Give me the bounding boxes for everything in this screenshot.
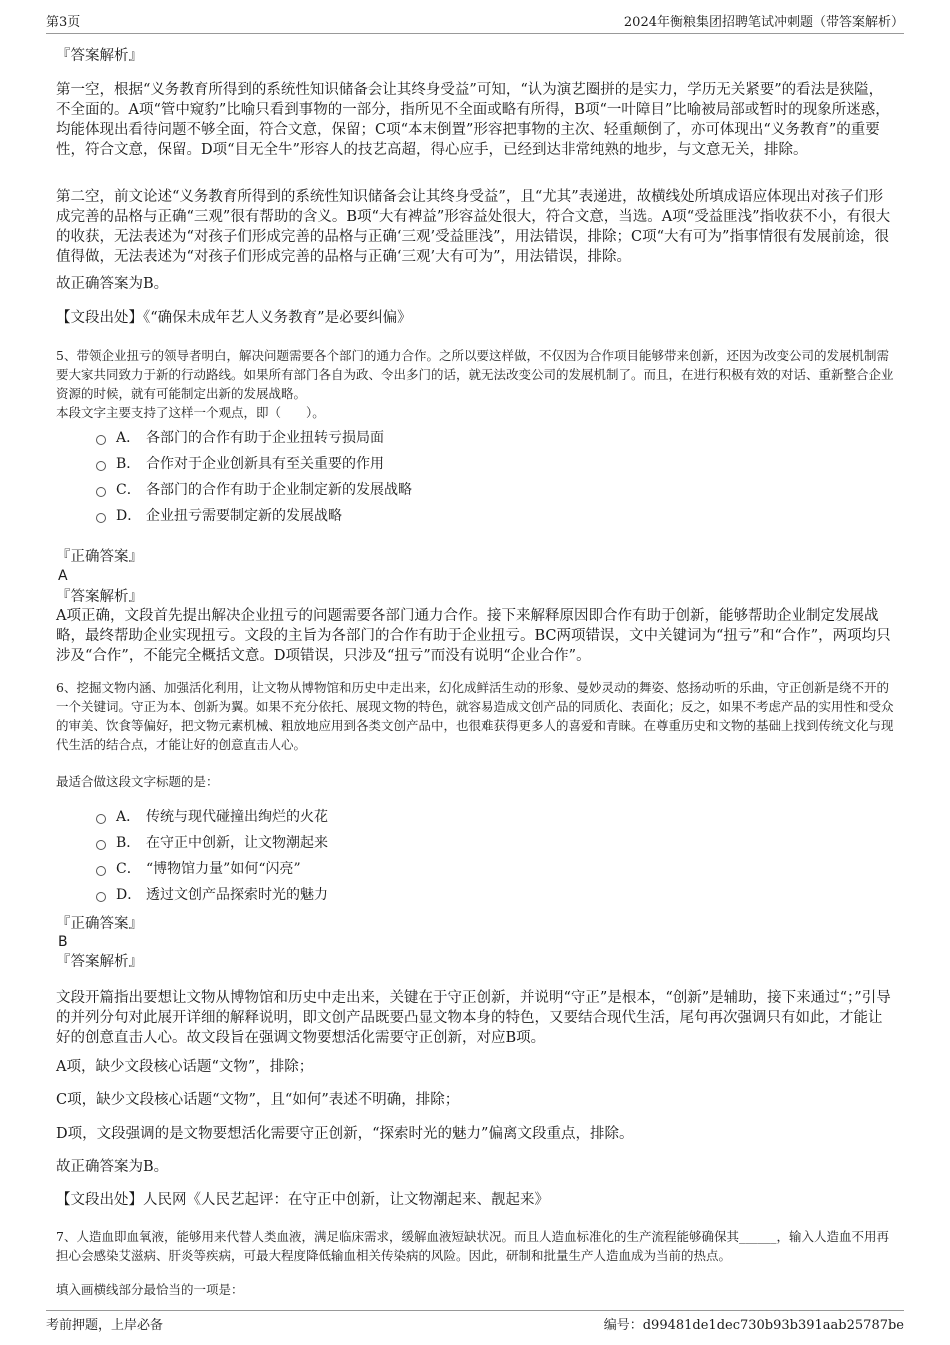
option-text: 在守正中创新，让文物潮起来 [146,835,328,851]
option-letter: A． [116,430,141,446]
q6-analysis-d: D项，文段强调的是文物要想活化需要守正创新，“探索时光的魅力”偏离文段重点，排除。 [56,1126,634,1142]
q6-analysis-label: 『答案解析』 [56,954,143,970]
radio-icon[interactable] [96,814,106,824]
option-letter: B． [116,835,141,851]
q6-source: 【文段出处】人民网《人民艺起评：在守正中创新，让文物潮起来、靓起来》 [56,1192,549,1208]
option-letter: D． [116,508,142,524]
radio-icon[interactable] [96,461,106,471]
option-letter: C． [116,482,141,498]
q4-conclusion: 故正确答案为B。 [56,276,169,292]
q6-analysis: 文段开篇指出要想让文物从博物馆和历史中走出来，关键在于守正创新，并说明“守正”是根本，“创新”是辅助，接下来通过“；”引导的并列分句对此展开详细的解释说明，即文创产品既要凸显文物本身的特色，又要结合现代生活，尾句再次强调只有如此，才能让好的创意直击人心。故文段旨在强调文物要想活化需要守正创新，对应B项。 [56,990,891,1046]
option-letter: A． [116,809,141,825]
option-text: 企业扭亏需要制定新的发展战略 [146,508,342,524]
page-number: 第3页 [46,15,81,30]
page-header [46,8,904,34]
radio-icon[interactable] [96,892,106,902]
q5-option-b[interactable] [96,454,384,474]
option-text: “博物馆力量”如何“闪亮” [146,861,301,877]
footer-slogan: 考前押题，上岸必备 [46,1317,164,1333]
q4-analysis-para2: 第二空，前文论述“义务教育所得到的系统性知识储备会让其终身受益”，且“尤其”表递进，故横线处所填成语应体现出对孩子们形成完善的品格与正确“三观”很有帮助的含义。B项“大有裨益”形容益处很大，符合文意，当选。A项“受益匪浅”指收获不小，有很大的收获，无法表述为“对孩子们形成完善的品格与正确‘三观’受益匪浅”，用法错误，排除；C项“大有可为”指事情很有发展前途，很值得做，无法表述为“对孩子们形成完善的品格与正确‘三观’大有可为”，用法错误，排除。 [56,189,891,265]
document-id: 编号：d99481de1dec730b93b391aab25787be [603,1317,904,1333]
radio-icon[interactable] [96,435,106,445]
q5-answer: A [58,568,68,584]
radio-icon[interactable] [96,840,106,850]
option-text: 合作对于企业创新具有至关重要的作用 [146,456,384,472]
q4-analysis-para1: 第一空，根据“义务教育所得到的系统性知识储备会让其终身受益”可知，“认为演艺圈拼的是实力，学历无关紧要”的看法是狭隘，不全面的。A项“管中窥豹”比喻只看到事物的一部分，指所见不全面或略有所得，B项“一叶障目”比喻被局部或暂时的现象所迷惑，均能体现出看待问题不够全面，符合文意，保留；C项“本末倒置”形容把事物的主次、轻重颠倒了，亦可体现出“义务教育”的重要性，符合文意，保留。D项“目无全牛”形容人的技艺高超，得心应手，已经到达非常纯熟的地步，与文意无关，排除。 [56,82,890,158]
q6-option-b[interactable] [96,833,328,853]
q5-prompt: 本段文字主要支持了这样一个观点，即（ ）。 [56,405,325,420]
document-title: 2024年衡粮集团招聘笔试冲刺题（带答案解析） [623,15,904,30]
q5-stem: 5、带领企业扭亏的领导者明白，解决问题需要各个部门的通力合作。之所以要这样做，不仅因为合作项目能够带来创新，还因为改变公司的发展机制需要大家共同致力于新的行动路线。如果所有部门各自为政、令出多门的话，就无法改变公司的发展机制了。而且，在进行积极有效的对话、重新整合企业资源的时候，就有可能制定出新的发展战略。 [56,348,894,401]
option-letter: B． [116,456,141,472]
option-text: 各部门的合作有助于企业制定新的发展战略 [146,482,412,498]
q6-prompt: 最适合做这段文字标题的是： [56,774,219,789]
q6-option-a[interactable] [96,807,328,827]
q5-analysis-label: 『答案解析』 [56,589,143,605]
option-text: 透过文创产品探索时光的魅力 [146,887,328,903]
q6-conclusion: 故正确答案为B。 [56,1159,169,1175]
q5-answer-label: 『正确答案』 [56,549,143,565]
q7-prompt: 填入画横线部分最恰当的一项是： [56,1282,244,1297]
q5-analysis: A项正确，文段首先提出解决企业扭亏的问题需要各部门通力合作。接下来解释原因即合作有助于创新，能够帮助企业制定发展战略，最终帮助企业实现扭亏。文段的主旨为各部门的合作有助于企业扭亏。BC两项错误，文中关键词为“扭亏”和“合作”，两项均只涉及“合作”，不能完全概括文意。D项错误，只涉及“扭亏”而没有说明“企业合作”。 [56,608,891,664]
page-footer [46,1310,904,1335]
q5-option-d[interactable] [96,506,342,526]
q6-answer-label: 『正确答案』 [56,916,143,932]
q6-analysis-a: A项，缺少文段核心话题“文物”，排除； [56,1059,314,1075]
q5-option-a[interactable] [96,428,384,448]
q6-analysis-c: C项，缺少文段核心话题“文物”，且“如何”表述不明确，排除； [56,1092,460,1108]
radio-icon[interactable] [96,513,106,523]
q6-answer: B [58,934,68,950]
q6-stem: 6、挖掘文物内涵、加强活化利用，让文物从博物馆和历史中走出来，幻化成鲜活生动的形象、曼妙灵动的舞姿、悠扬动听的乐曲，守正创新是绕不开的一个关键词。守正为本、创新为翼。如果不充分依托、展现文物的特色，就容易造成文创产品的同质化、表面化；反之，如果不考虑产品的实用性和受众的审美、饮食等偏好，把文物元素机械、粗放地应用到各类文创产品中，也很难获得更多人的喜爱和青睐。在尊重历史和文物的基础上找到传统文化与现代生活的结合点，才能让好的创意直击人心。 [56,680,894,752]
q4-analysis-label: 『答案解析』 [56,48,143,64]
radio-icon[interactable] [96,866,106,876]
option-text: 各部门的合作有助于企业扭转亏损局面 [146,430,384,446]
option-text: 传统与现代碰撞出绚烂的火花 [146,809,328,825]
q7-stem: 7、人造血即血氧液，能够用来代替人类血液，满足临床需求，缓解血液短缺状况。而且人造血标准化的生产流程能够确保其______，输入人造血不用再担心会感染艾滋病、肝炎等疾病，可最大程度降低输血相关传染病的风险。因此，研制和批量生产人造血成为当前的热点。 [56,1229,889,1263]
q6-option-d[interactable] [96,885,328,905]
option-letter: D． [116,887,142,903]
q4-source: 【文段出处】《“确保未成年艺人义务教育”是必要纠偏》 [56,310,412,326]
radio-icon[interactable] [96,487,106,497]
option-letter: C． [116,861,141,877]
q6-option-c[interactable] [96,859,301,879]
q5-option-c[interactable] [96,480,412,500]
